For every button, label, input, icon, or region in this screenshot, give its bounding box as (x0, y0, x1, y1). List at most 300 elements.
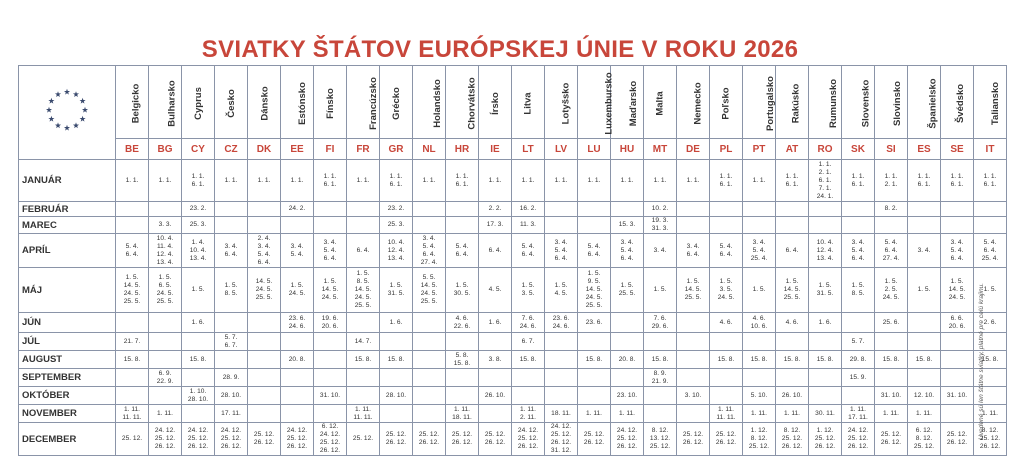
holiday-cell (776, 160, 809, 202)
holiday-cell (182, 333, 215, 351)
holiday-cell (710, 313, 743, 333)
country-name-header (809, 66, 842, 139)
month-row (19, 234, 1007, 268)
holiday-date: 26. 12. (220, 443, 242, 450)
holiday-date: 23. 2. (189, 205, 207, 212)
holiday-date: 5. 4. (290, 250, 304, 258)
country-name: Česko (225, 89, 237, 118)
holiday-cell (380, 405, 413, 423)
holiday-date: 24. 12. (220, 427, 242, 434)
month-label: AUGUST (19, 351, 116, 369)
holiday-date: 25. 12. (319, 439, 341, 446)
holiday-date: 1. 1. (752, 176, 766, 184)
holiday-date: 14. 5. (948, 286, 966, 293)
holiday-cell (809, 405, 842, 423)
holiday-date: 3. 3. (158, 221, 172, 228)
holiday-date: 24. 5. (156, 290, 174, 297)
holiday-date: 24. 5. (255, 286, 273, 293)
holiday-cell (446, 351, 479, 369)
country-name: Slovinsko (891, 81, 903, 126)
holiday-date: 10. 4. (156, 234, 174, 242)
holiday-cell (116, 268, 149, 313)
holiday-date: 7. 6. (653, 314, 667, 322)
holiday-date: 11. 11. (122, 413, 142, 421)
holiday-date: 6. 4. (488, 246, 502, 254)
holiday-date: 25. 12. (121, 435, 143, 442)
holiday-cell (875, 234, 908, 268)
holiday-cell (215, 423, 248, 456)
holiday-cell (776, 405, 809, 423)
holiday-cell (281, 369, 314, 387)
holiday-date: 5. 4. (620, 246, 634, 254)
country-name-header (875, 66, 908, 139)
holiday-date: 25. 12. (748, 443, 770, 450)
holiday-date: 6. 4. (620, 254, 634, 262)
holiday-cell (875, 351, 908, 369)
holiday-cell (809, 202, 842, 217)
month-label: DECEMBER (19, 423, 116, 456)
holiday-date: 7. 6. (521, 314, 535, 322)
holiday-date: 26. 12. (253, 439, 275, 446)
holiday-date: 15. 8. (882, 355, 900, 363)
holiday-date: 13. 4. (189, 254, 207, 262)
holiday-date: 25. 12. (616, 435, 638, 442)
holiday-date: 26. 12. (583, 439, 605, 446)
holiday-cell (413, 202, 446, 217)
country-code: SE (941, 139, 974, 160)
country-name: Cyprus (192, 87, 204, 120)
holiday-date: 3. 5. (719, 286, 733, 293)
holiday-date: 2. 4. (257, 234, 271, 242)
holiday-cell (215, 313, 248, 333)
month-label: OKTÓBER (19, 387, 116, 405)
month-label: FEBRUÁR (19, 202, 116, 217)
holiday-cell (677, 333, 710, 351)
holiday-cell (776, 351, 809, 369)
holiday-cell (413, 387, 446, 405)
holiday-date: 24. 6. (288, 322, 306, 330)
holiday-cell (809, 333, 842, 351)
holiday-date: 12. 10. (913, 391, 935, 399)
holiday-cell (710, 217, 743, 234)
holiday-cell (908, 313, 941, 333)
holiday-date: 27. 4. (420, 258, 438, 266)
holiday-cell (644, 202, 677, 217)
holiday-date: 6. 1. (719, 180, 733, 188)
holiday-date: 2. 2. (488, 205, 502, 212)
country-name: Luxembursko (603, 72, 615, 135)
holiday-date: 2. 6. (983, 318, 997, 326)
holiday-date: 15. 8. (189, 355, 207, 363)
holiday-date: 24. 12. (154, 427, 176, 434)
month-row (19, 268, 1007, 313)
holiday-cell (314, 268, 347, 313)
holiday-cell (545, 217, 578, 234)
holiday-cell (248, 234, 281, 268)
holiday-date: 26. 12. (880, 439, 902, 446)
country-name: Španielsko (927, 78, 939, 129)
holiday-cell (446, 369, 479, 387)
holiday-date: 8. 12. (750, 435, 768, 442)
country-name: Taliansko (990, 81, 1002, 126)
holiday-cell (842, 423, 875, 456)
holiday-cell (446, 160, 479, 202)
holiday-date: 24. 5. (321, 294, 339, 301)
country-code: LT (512, 139, 545, 160)
holiday-cell (743, 217, 776, 234)
holiday-date: 1. 1. (224, 176, 238, 184)
holiday-cell (347, 405, 380, 423)
holiday-date: 25. 5. (123, 298, 141, 305)
holiday-cell (809, 234, 842, 268)
holiday-date: 20. 8. (618, 355, 636, 363)
holiday-date: 1. 1. (884, 172, 898, 180)
country-name: Poľsko (720, 87, 732, 120)
holiday-date: 24. 6. (552, 322, 570, 330)
holiday-cell (941, 234, 974, 268)
holiday-cell (314, 423, 347, 456)
month-row (19, 202, 1007, 217)
holiday-date: 26. 12. (286, 443, 308, 450)
month-label: JÚN (19, 313, 116, 333)
holiday-date: 1. 1. (422, 176, 436, 184)
holiday-cell (743, 160, 776, 202)
holiday-cell (149, 369, 182, 387)
holiday-cell (479, 202, 512, 217)
month-row (19, 217, 1007, 234)
holiday-date: 1. 5. (983, 286, 997, 293)
holiday-cell (281, 160, 314, 202)
holiday-date: 6. 1. (785, 180, 799, 188)
page-title: SVIATKY ŠTÁTOV EURÓPSKEJ ÚNIE V ROKU 2026 (201, 36, 799, 63)
holiday-date: 1. 11. (981, 409, 998, 417)
holiday-cell (842, 268, 875, 313)
holiday-date: 27. 4. (882, 254, 900, 262)
holiday-date: 31. 3. (651, 225, 669, 232)
holiday-date: 5. 7. (851, 337, 865, 345)
holiday-date: 25. 5. (585, 302, 603, 309)
holiday-cell (776, 387, 809, 405)
holiday-date: 10. 4. (387, 238, 405, 246)
holiday-date: 24. 5. (288, 290, 306, 297)
holiday-cell (314, 369, 347, 387)
holiday-date: 1. 5. (389, 282, 403, 289)
holiday-cell (908, 405, 941, 423)
holiday-date: 6. 4. (851, 254, 865, 262)
holiday-cell (413, 369, 446, 387)
holiday-cell (611, 387, 644, 405)
holiday-date: 20. 6. (321, 322, 339, 330)
holiday-cell (743, 202, 776, 217)
holiday-date: 8. 12. (651, 427, 669, 434)
footnote: Uvedené sú len štátne sviatky, platné pre celú krajinu. (978, 282, 985, 440)
holiday-date: 2. 11. (519, 413, 536, 421)
eu-star-icon (55, 122, 61, 128)
holiday-date: 1. 5. (884, 278, 898, 285)
holiday-date: 1. 1. (950, 172, 964, 180)
holiday-date: 6. 7. (521, 337, 535, 345)
country-name: Holandsko (431, 79, 443, 128)
holiday-cell (875, 405, 908, 423)
holiday-cell (215, 234, 248, 268)
holiday-date: 4. 6. (719, 318, 733, 326)
holiday-date: 6. 5. (158, 282, 172, 289)
holiday-cell (677, 405, 710, 423)
holiday-cell (149, 202, 182, 217)
holiday-cell (578, 234, 611, 268)
holiday-date: 24. 5. (354, 294, 372, 301)
holiday-date: 1. 5. (587, 270, 601, 277)
holiday-cell (941, 369, 974, 387)
holiday-cell (215, 268, 248, 313)
holiday-date: 26. 12. (979, 443, 1001, 450)
country-name: Rumunsko (828, 78, 840, 129)
holiday-date: 15. 8. (783, 355, 801, 363)
holiday-date: 25. 5. (255, 294, 273, 301)
holiday-cell (413, 405, 446, 423)
holiday-cell (842, 202, 875, 217)
holiday-cell (941, 387, 974, 405)
holiday-date: 8. 12. (915, 435, 933, 442)
eu-star-icon (64, 125, 70, 131)
country-name-header (182, 66, 215, 139)
country-code: ES (908, 139, 941, 160)
holiday-date: 30. 11. (815, 409, 835, 417)
holiday-date: 1. 1. (587, 176, 601, 184)
holiday-cell (578, 268, 611, 313)
holiday-cell (281, 351, 314, 369)
holiday-date: 2. 1. (818, 168, 832, 176)
holiday-cell (776, 268, 809, 313)
holiday-date: 1. 4. (191, 238, 205, 246)
holiday-cell (809, 423, 842, 456)
country-code: CY (182, 139, 215, 160)
holiday-cell (545, 423, 578, 456)
holiday-cell (908, 234, 941, 268)
holiday-cell (842, 160, 875, 202)
holiday-cell (215, 369, 248, 387)
holiday-date: 24. 5. (420, 290, 438, 297)
holiday-date: 10. 4. (816, 238, 834, 246)
holiday-date: 25. 12. (385, 431, 407, 438)
holiday-cell (116, 333, 149, 351)
holiday-cell (644, 351, 677, 369)
holiday-cell (677, 268, 710, 313)
holiday-cell (611, 333, 644, 351)
holiday-cell (479, 234, 512, 268)
country-name: Írsko (489, 92, 501, 115)
holiday-cell (875, 333, 908, 351)
holiday-cell (413, 217, 446, 234)
holiday-cell (875, 423, 908, 456)
country-name-header (842, 66, 875, 139)
holiday-date: 6. 4. (983, 246, 997, 254)
holiday-date: 1. 5. (752, 286, 766, 293)
holiday-cell (248, 202, 281, 217)
holiday-date: 25. 12. (451, 431, 473, 438)
holiday-date: 18. 11. (452, 413, 472, 421)
holiday-date: 26. 12. (451, 439, 473, 446)
holiday-cell (941, 405, 974, 423)
holiday-date: 1. 1. (554, 176, 568, 184)
holiday-date: 1. 11. (354, 405, 371, 413)
holiday-date: 6. 4. (455, 250, 469, 258)
holiday-cell (578, 160, 611, 202)
holiday-cell (908, 217, 941, 234)
holiday-date: 1. 11. (156, 409, 173, 417)
holiday-date: 1. 5. (290, 282, 304, 289)
holiday-date: 2. 5. (884, 286, 898, 293)
holiday-cell (446, 423, 479, 456)
country-name: Malta (654, 91, 666, 116)
holiday-date: 25. 12. (286, 435, 308, 442)
holiday-cell (281, 217, 314, 234)
eu-star-icon (48, 116, 54, 122)
holiday-cell (743, 387, 776, 405)
holiday-date: 24. 5. (123, 290, 141, 297)
country-name: Francúzsko (367, 77, 379, 130)
holiday-cell (677, 423, 710, 456)
holiday-date: 9. 5. (587, 278, 601, 285)
holiday-cell (479, 333, 512, 351)
holiday-date: 8. 12. (783, 427, 801, 434)
holiday-date: 4. 5. (554, 290, 568, 297)
holiday-cell (248, 160, 281, 202)
holiday-date: 15. 8. (915, 355, 933, 363)
holiday-cell (314, 160, 347, 202)
country-name-header (776, 66, 809, 139)
holiday-cell (776, 423, 809, 456)
holiday-date: 6. 1. (983, 180, 997, 188)
holiday-cell (347, 387, 380, 405)
holiday-date: 25. 4. (981, 254, 999, 262)
holiday-cell (512, 387, 545, 405)
holiday-cell (743, 313, 776, 333)
holiday-date: 6. 1. (851, 180, 865, 188)
holiday-cell (248, 351, 281, 369)
holiday-date: 10. 6. (750, 322, 768, 330)
country-code: NL (413, 139, 446, 160)
holiday-cell (347, 333, 380, 351)
holiday-date: 1. 11. (519, 405, 536, 413)
holiday-date: 1. 6. (818, 318, 832, 326)
holiday-date: 25. 12. (550, 431, 572, 438)
country-name: Chorvátsko (466, 77, 478, 130)
holiday-cell (644, 369, 677, 387)
holiday-date: 14. 7. (354, 337, 372, 345)
holiday-date: 6. 1. (455, 180, 469, 188)
holiday-date: 8. 5. (356, 278, 370, 285)
eu-star-icon (82, 107, 88, 113)
holiday-date: 25. 12. (484, 431, 506, 438)
holiday-date: 31. 5. (387, 290, 405, 297)
holiday-cell (314, 202, 347, 217)
holiday-date: 1. 1. (356, 176, 370, 184)
holiday-date: 8. 2. (884, 205, 898, 212)
holiday-cell (215, 351, 248, 369)
holiday-date: 25. 12. (583, 431, 605, 438)
country-name-header (248, 66, 281, 139)
holiday-date: 25. 12. (649, 443, 671, 450)
holiday-cell (611, 217, 644, 234)
holiday-date: 26. 12. (946, 439, 968, 446)
holiday-cell (413, 333, 446, 351)
holiday-cell (908, 333, 941, 351)
month-row (19, 423, 1007, 456)
holiday-cell (512, 202, 545, 217)
holiday-date: 2. 1. (884, 180, 898, 188)
holiday-cell (215, 405, 248, 423)
holiday-date: 4. 6. (752, 314, 766, 322)
holiday-cell (545, 160, 578, 202)
holiday-date: 1. 6. (191, 318, 205, 326)
country-code: IE (479, 139, 512, 160)
holiday-cell (281, 387, 314, 405)
holiday-cell (182, 423, 215, 456)
holiday-date: 1. 5. (950, 278, 964, 285)
country-code: GR (380, 139, 413, 160)
holiday-date: 5. 4. (950, 246, 964, 254)
holiday-cell (446, 202, 479, 217)
holiday-cell (149, 405, 182, 423)
holiday-date: 24. 6. (519, 322, 537, 330)
holiday-date: 25. 5. (618, 290, 636, 297)
holiday-date: 1. 5. (356, 270, 370, 277)
holiday-cell (842, 333, 875, 351)
holiday-date: 25. 12. (847, 435, 869, 442)
holiday-cell (875, 387, 908, 405)
country-name: Fínsko (324, 88, 336, 119)
holiday-date: 17. 11. (221, 409, 241, 417)
holiday-date: 14. 5. (255, 278, 273, 285)
holiday-cell (710, 234, 743, 268)
holiday-cell (974, 160, 1007, 202)
holiday-date: 26. 12. (187, 443, 209, 450)
holiday-cell (677, 387, 710, 405)
holiday-cell (380, 313, 413, 333)
holiday-cell (974, 234, 1007, 268)
holiday-cell (149, 387, 182, 405)
holiday-cell (116, 387, 149, 405)
holiday-cell (314, 313, 347, 333)
country-name-header (743, 66, 776, 139)
holiday-cell (512, 217, 545, 234)
eu-star-icon (80, 116, 86, 122)
holiday-cell (743, 333, 776, 351)
holiday-cell (446, 387, 479, 405)
holiday-date: 5. 4. (422, 242, 436, 250)
holiday-cell (512, 234, 545, 268)
holiday-date: 26. 12. (550, 439, 572, 446)
holiday-date: 3. 4. (950, 238, 964, 246)
month-row (19, 333, 1007, 351)
holiday-date: 3. 4. (752, 238, 766, 246)
holiday-cell (281, 423, 314, 456)
holiday-cell (446, 333, 479, 351)
holiday-cell (479, 423, 512, 456)
holiday-date: 3. 10. (684, 391, 702, 399)
holiday-cell (149, 333, 182, 351)
holiday-cell (314, 351, 347, 369)
holiday-cell (743, 351, 776, 369)
holiday-date: 25. 5. (420, 298, 438, 305)
holiday-date: 25. 3. (189, 221, 207, 228)
holiday-date: 1. 1. (191, 172, 205, 180)
country-code: LV (545, 139, 578, 160)
holiday-date: 1. 11. (453, 405, 470, 413)
holiday-cell (545, 405, 578, 423)
holiday-cell (578, 202, 611, 217)
